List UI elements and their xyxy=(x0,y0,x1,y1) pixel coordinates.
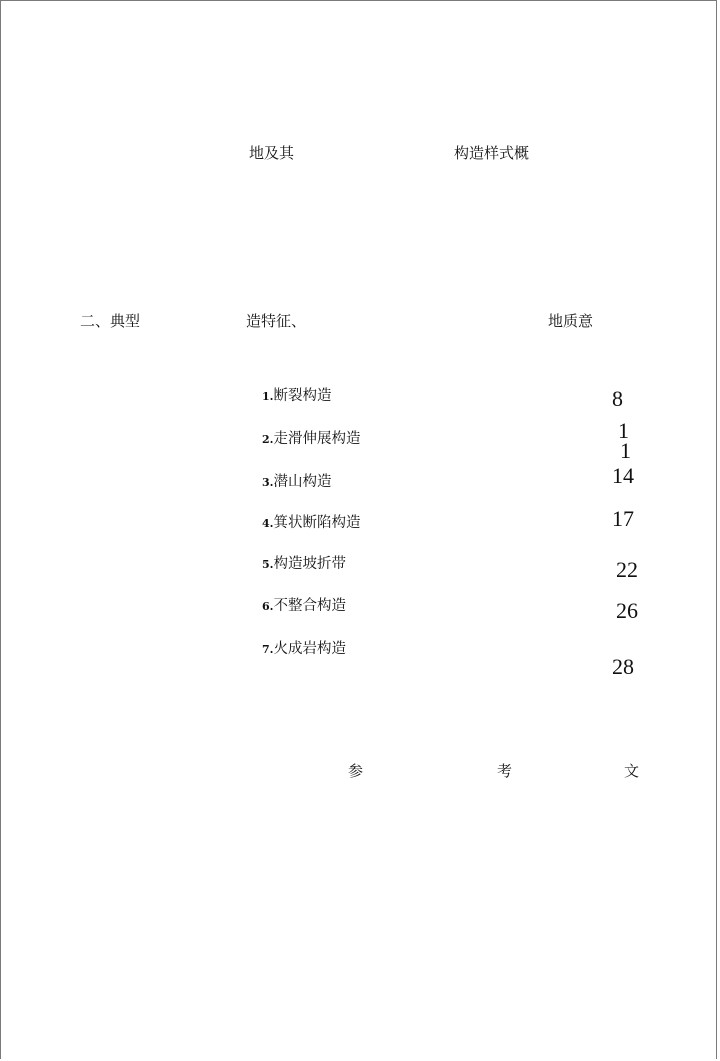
toc-entry-2[interactable] xyxy=(262,427,360,448)
section-heading-part3: 地质意 xyxy=(548,312,594,330)
toc-entry-3[interactable] xyxy=(262,470,331,491)
toc-entry-number: 3. xyxy=(262,476,274,489)
toc-entry-number: 5. xyxy=(262,558,274,571)
toc-entry-title: 走滑伸展构造 xyxy=(273,431,361,447)
toc-entry-title: 潜山构造 xyxy=(273,474,332,490)
toc-entry-title: 箕状断陷构造 xyxy=(273,515,361,531)
section-heading-part1: 二、典型 xyxy=(80,312,141,330)
toc-entry-title: 不整合构造 xyxy=(273,598,346,614)
toc-entry-1[interactable] xyxy=(262,384,331,405)
toc-entry-7[interactable] xyxy=(262,637,346,658)
toc-entry-number: 1. xyxy=(262,390,274,403)
header-text-left: 地及其 xyxy=(249,144,295,162)
toc-entry-title: 断裂构造 xyxy=(273,388,332,404)
toc-entry-title: 火成岩构造 xyxy=(273,641,346,657)
toc-entry-number: 7. xyxy=(262,643,274,656)
toc-entry-title: 构造坡折带 xyxy=(273,556,346,572)
references-heading-char-2: 考 xyxy=(497,762,513,780)
references-heading-char-3: 文 xyxy=(624,762,640,780)
toc-page-number: 26 xyxy=(616,598,638,623)
references-heading-char-1: 参 xyxy=(348,762,364,780)
toc-page-number: 14 xyxy=(612,463,634,488)
header-text-right: 构造样式概 xyxy=(454,144,530,162)
toc-entry-4[interactable] xyxy=(262,511,360,532)
toc-entry-5[interactable] xyxy=(262,552,346,573)
toc-page-number: 8 xyxy=(612,386,623,411)
toc-page-number-clipped: 1 xyxy=(620,438,631,463)
toc-entry-number: 6. xyxy=(262,600,274,613)
section-heading-part2: 造特征、 xyxy=(246,312,307,330)
toc-entry-number: 2. xyxy=(262,433,274,446)
toc-entry-6[interactable] xyxy=(262,594,346,615)
toc-page-number: 28 xyxy=(612,654,634,679)
toc-page-number: 22 xyxy=(616,557,638,582)
toc-page-number: 1 xyxy=(618,418,629,443)
toc-entry-number: 4. xyxy=(262,517,274,530)
toc-page-number: 17 xyxy=(612,506,634,531)
